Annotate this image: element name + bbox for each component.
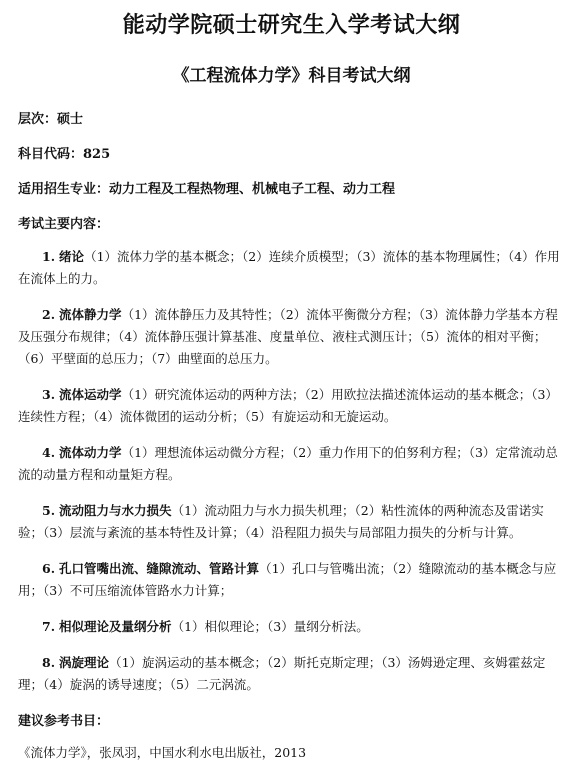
level-label: 层次： [18, 112, 58, 127]
section-text: （1）旋涡运动的基本概念；（2）斯托克斯定理；（3）汤姆逊定理、亥姆霍兹定理；（4）旋涡的诱导速度；（5）二元涡流。 [18, 655, 546, 692]
level-line [18, 108, 565, 127]
section-text: （1）流体力学的基本概念；（2）连续介质模型；（3）流体的基本物理属性；（4）作用在流体上的力。 [18, 249, 560, 286]
refs-heading: 建议参考书目： [18, 714, 110, 729]
section-number: 3. [42, 387, 56, 402]
section-number: 2. [42, 307, 56, 322]
page-title: 能动学院硕士研究生入学考试大纲 [122, 12, 461, 38]
section-text: （1）理想流体运动微分方程；（2）重力作用下的伯努利方程；（3）定常流动总流的动量方程和动量矩方程。 [18, 445, 558, 482]
section-text: （1）孔口与管嘴出流；（2）缝隙流动的基本概念与应用；（3）不可压缩流体管路水力计算； [18, 561, 557, 598]
majors-label: 适用招生专业： [18, 182, 110, 197]
reference-item: 《流体力学》，张凤羽，中国水利水电出版社，2013 [18, 745, 307, 760]
section-name: 孔口管嘴出流、缝隙流动、管路计算 [59, 561, 260, 576]
code-line [18, 143, 565, 162]
section-number: 8. [42, 655, 56, 670]
section-number: 6. [42, 561, 56, 576]
section-name: 绪论 [59, 249, 85, 264]
section-name: 相似理论及量纲分析 [59, 619, 172, 634]
majors-line [18, 178, 565, 197]
section-number: 5. [42, 503, 56, 518]
section-text: （1）研究流体运动的两种方法；（2）用欧拉法描述流体运动的基本概念；（3）连续性方程；（4）流体微团的运动分析；（5）有旋运动和无旋运动。 [18, 387, 558, 424]
section-2 [18, 304, 565, 370]
majors-value: 动力工程及工程热物理、机械电子工程、动力工程 [109, 182, 396, 197]
level-value: 硕士 [57, 112, 84, 127]
code-value: 825 [83, 147, 111, 162]
content-heading: 考试主要内容： [18, 217, 110, 232]
section-name: 流体静力学 [59, 307, 122, 322]
section-4 [18, 442, 565, 486]
section-text: （1）流体静压力及其特性；（2）流体平衡微分方程；（3）流体静力学基本方程及压强分布规律；（4）流体静压强计算基准、度量单位、液柱式测压计；（5）流体的相对平衡；（6）平壁面的总压力；（7）曲壁面的总压力。 [18, 307, 558, 366]
section-3 [18, 384, 565, 428]
section-number: 1. [42, 249, 56, 264]
section-1 [18, 246, 565, 290]
section-name: 涡旋理论 [59, 655, 110, 670]
section-7 [18, 616, 565, 638]
code-label: 科目代码： [18, 147, 84, 162]
section-text: （1）流动阻力与水力损失机理；（2）粘性流体的两种流态及雷诺实验；（3）层流与紊流的基本特性及计算；（4）沿程阻力损失与局部阻力损失的分析与计算。 [18, 503, 544, 540]
section-text: （1）相似理论；（3）量纲分析法。 [171, 619, 369, 634]
section-name: 流动阻力与水力损失 [59, 503, 172, 518]
section-name: 流体动力学 [59, 445, 122, 460]
section-number: 4. [42, 445, 56, 460]
section-8 [18, 652, 565, 696]
section-name: 流体运动学 [59, 387, 122, 402]
section-6 [18, 558, 565, 602]
section-5 [18, 500, 565, 544]
section-number: 7. [42, 619, 56, 634]
page-subtitle: 《工程流体力学》科目考试大纲 [172, 66, 411, 86]
